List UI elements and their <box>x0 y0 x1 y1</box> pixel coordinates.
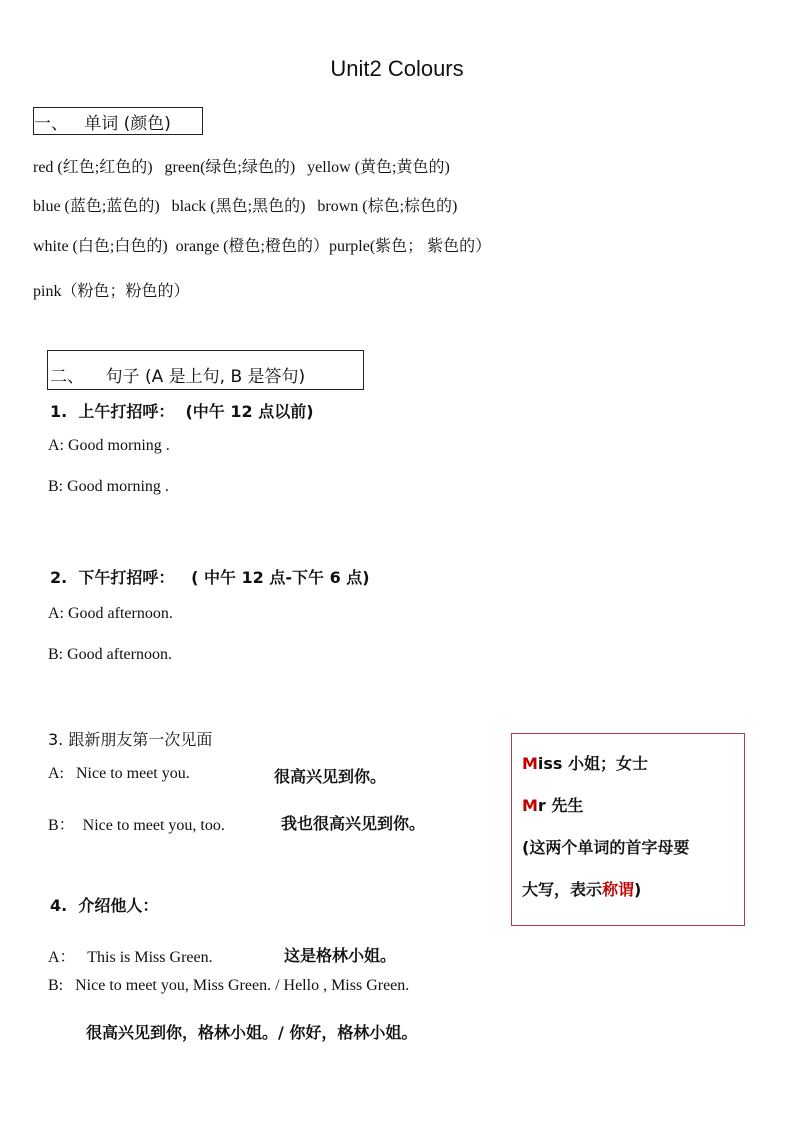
item4-line-a: A： This is Miss Green. <box>48 949 213 966</box>
item2-line-b: B: Good afternoon. <box>48 646 172 663</box>
note-miss-text: iss 小姐；女士 <box>537 754 649 773</box>
item4-translation-b: 很高兴见到你，格林小姐。/ 你好，格林小姐。 <box>86 1023 418 1042</box>
item2-line-a: A: Good afternoon. <box>48 605 173 622</box>
item2-title: 2. 下午打招呼： ( 中午 12 点-下午 6 点) <box>50 568 370 587</box>
note-mr-line <box>522 793 583 816</box>
note-line-4-a: 大写，表示 <box>522 880 603 899</box>
vocab-line-3: white (白色;白色的) orange (橙色;橙色的）purple(紫色； 紫色的） <box>33 238 492 255</box>
item3-line-b: B： Nice to meet you, too. <box>48 817 225 834</box>
item1-line-b: B: Good morning . <box>48 478 169 495</box>
item1-title: 1. 上午打招呼： (中午 12 点以前) <box>50 402 314 421</box>
section1-heading: 一、 单词 (颜色) <box>34 114 171 134</box>
note-line-3: (这两个单词的首字母要 <box>522 838 690 857</box>
item3-title: 3. 跟新朋友第一次见面 <box>48 730 213 749</box>
vocab-line-1: red (红色;红色的) green(绿色;绿色的) yellow (黄色;黄色的) <box>33 159 450 176</box>
note-line-4-red: 称谓 <box>602 880 635 899</box>
note-line-4-b: ) <box>634 880 642 899</box>
item4-line-b: B: Nice to meet you, Miss Green. / Hello , Miss Green. <box>48 977 410 994</box>
note-line-4 <box>522 877 641 900</box>
item1-line-a: A: Good morning . <box>48 437 170 454</box>
section2-heading: 二、 句子 (A 是上句, B 是答句) <box>50 367 306 387</box>
note-mr-text: r 先生 <box>537 796 584 815</box>
note-mr-initial: M <box>522 796 538 815</box>
item3-line-a: A: Nice to meet you. <box>48 765 190 782</box>
item3-translation-a: 很高兴见到你。 <box>274 767 387 786</box>
note-miss-initial: M <box>522 754 538 773</box>
note-miss-line <box>522 751 648 774</box>
note-box <box>511 733 745 926</box>
vocab-line-4: pink（粉色；粉色的） <box>33 283 190 300</box>
vocab-line-2: blue (蓝色;蓝色的) black (黑色;黑色的) brown (棕色;棕色的) <box>33 198 458 215</box>
item4-title: 4. 介绍他人： <box>50 896 159 915</box>
item4-translation-a: 这是格林小姐。 <box>284 946 397 965</box>
page-title: Unit2 Colours <box>330 56 464 81</box>
item3-translation-b: 我也很高兴见到你。 <box>281 814 426 833</box>
